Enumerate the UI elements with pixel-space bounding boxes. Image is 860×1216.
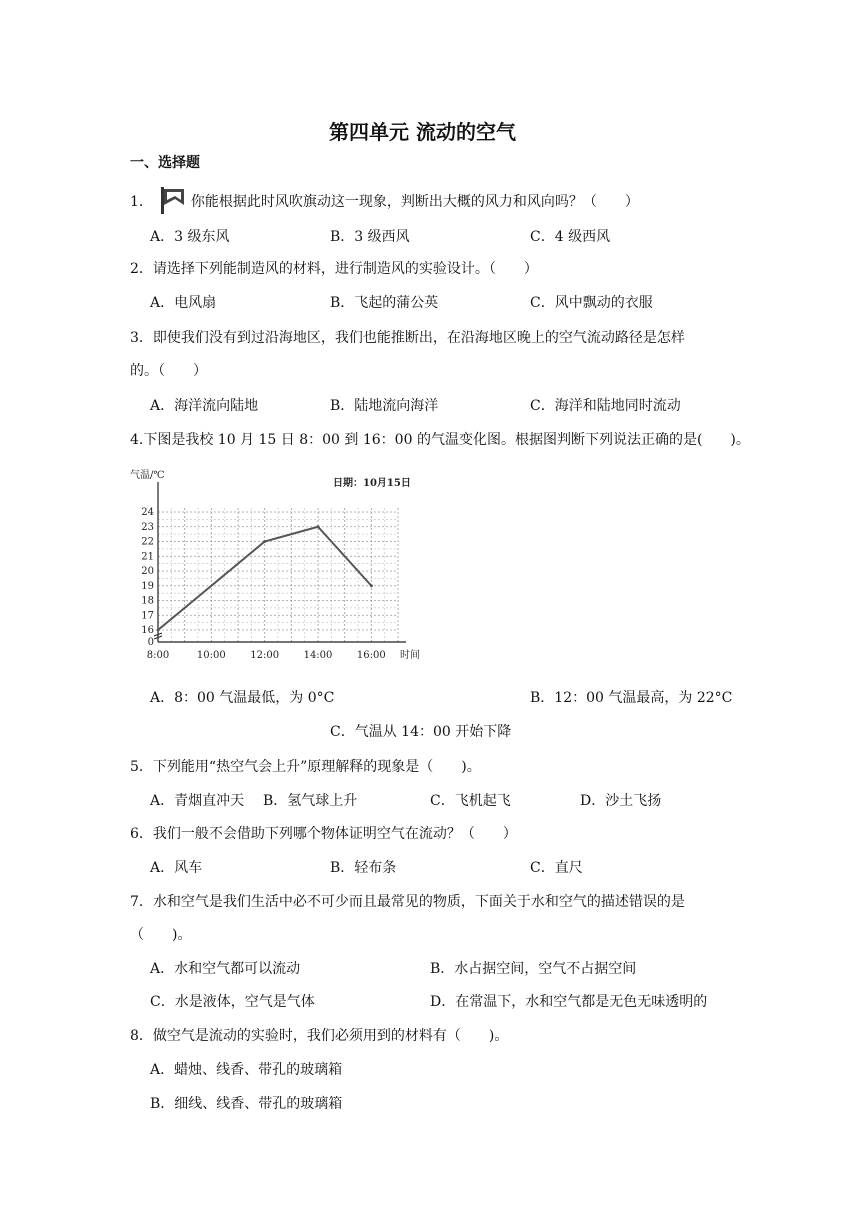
option[interactable]: A．3 级东风	[150, 229, 230, 245]
x-tick-label: 12:00	[250, 650, 280, 661]
chart-title: 日期：10月15日	[333, 478, 411, 489]
y-tick-label: 24	[141, 507, 154, 518]
option[interactable]: C．气温从 14：00 开始下降	[330, 724, 512, 740]
y-axis-label: 气温/℃	[130, 470, 165, 481]
temperature-chart	[128, 462, 428, 668]
option[interactable]: D．在常温下，水和空气都是无色无味透明的	[430, 994, 708, 1010]
chart-svg	[128, 462, 428, 668]
question-6	[130, 823, 517, 843]
question-number: 1．	[130, 194, 153, 210]
data-point	[157, 629, 160, 632]
question-7	[130, 891, 685, 911]
x-tick-label: 8:00	[146, 650, 170, 661]
option[interactable]: B．飞起的蒲公英	[330, 295, 439, 311]
question-number: 8．	[130, 1028, 153, 1044]
option[interactable]: C．直尺	[530, 860, 583, 876]
question-text: 我们一般不会借助下列哪个物体证明空气在流动？（ ）	[152, 826, 517, 842]
option[interactable]: C．海洋和陆地同时流动	[530, 398, 681, 414]
y-tick-label: 20	[141, 566, 154, 577]
data-point	[370, 584, 373, 587]
option[interactable]: A．青烟直冲天	[150, 793, 245, 809]
question-7-continued: （ )。	[130, 927, 192, 943]
page-title: 第四单元 流动的空气	[329, 120, 516, 144]
data-point	[317, 525, 320, 528]
option[interactable]: B．水占据空间，空气不占据空间	[430, 961, 637, 977]
question-number: 3．	[130, 330, 153, 346]
question-text: 下图是我校 10 月 15 日 8：00 到 16：00 的气温变化图。根据图判断下列说法正确的是( )。	[143, 432, 750, 448]
y-tick-label: 23	[141, 521, 154, 533]
option[interactable]: B．12：00 气温最高，为 22°C	[530, 690, 733, 706]
option[interactable]: D．沙土飞扬	[580, 793, 662, 809]
y-tick-label: 17	[141, 610, 154, 622]
question-text: 做空气是流动的实验时，我们必须用到的材料有（ )。	[152, 1028, 509, 1044]
question-2	[130, 258, 538, 278]
option[interactable]: A．8：00 气温最低，为 0°C	[150, 690, 335, 706]
question-number: 6．	[130, 826, 153, 842]
question-text: 水和空气是我们生活中必不可少而且最常见的物质，下面关于水和空气的描述错误的是	[152, 894, 685, 910]
option[interactable]: A．海洋流向陆地	[150, 398, 259, 414]
option[interactable]: C．飞机起飞	[430, 793, 511, 809]
question-8	[130, 1025, 508, 1045]
option[interactable]: C．水是液体，空气是气体	[150, 994, 315, 1010]
x-axis-label: 时间	[400, 650, 420, 661]
question-number: 5．	[130, 759, 153, 775]
option[interactable]: B．氢气球上升	[263, 793, 358, 809]
option[interactable]: A．蜡烛、线香、带孔的玻璃箱	[150, 1062, 343, 1078]
option[interactable]: C．风中飘动的衣服	[530, 295, 653, 311]
question-text: 下列能用“热空气会上升”原理解释的现象是（ )。	[152, 759, 481, 775]
option[interactable]: B．3 级西风	[330, 229, 410, 245]
question-3-continued: 的。（ ）	[130, 363, 207, 379]
x-tick-label: 16:00	[356, 650, 386, 661]
question-text: 请选择下列能制造风的材料，进行制造风的实验设计。（ ）	[152, 261, 538, 277]
option[interactable]: B．陆地流向海洋	[330, 398, 439, 414]
y-tick-label: 22	[141, 536, 154, 548]
option[interactable]: A．水和空气都可以流动	[150, 961, 301, 977]
question-text: 你能根据此时风吹旗动这一现象，判断出大概的风力和风向吗？（ ）	[190, 194, 639, 210]
y-tick-label: 19	[141, 580, 154, 592]
question-4	[130, 429, 750, 449]
data-point	[263, 540, 266, 543]
question-text: 即使我们没有到过沿海地区，我们也能推断出，在沿海地区晚上的空气流动路径是怎样	[152, 330, 685, 346]
option[interactable]: B．细线、线香、带孔的玻璃箱	[150, 1096, 343, 1112]
question-number: 2．	[130, 261, 153, 277]
y-tick-label: 16	[141, 625, 154, 636]
option[interactable]: B．轻布条	[330, 860, 397, 876]
section-heading: 一、选择题	[130, 155, 200, 171]
option[interactable]: A．电风扇	[150, 295, 217, 311]
y-tick-label: 18	[141, 595, 154, 607]
flag-icon	[159, 185, 187, 219]
question-3	[130, 327, 685, 347]
x-tick-label: 10:00	[196, 650, 226, 661]
question-number: 7．	[130, 894, 153, 910]
y-tick-label: 0	[147, 637, 154, 648]
option[interactable]: A．风车	[150, 860, 203, 876]
question-number: 4.	[130, 432, 144, 448]
x-tick-label: 14:00	[303, 650, 333, 661]
option[interactable]: C．4 级西风	[530, 229, 611, 245]
question-5	[130, 756, 481, 776]
y-tick-label: 21	[141, 551, 154, 563]
question-1	[130, 185, 639, 219]
